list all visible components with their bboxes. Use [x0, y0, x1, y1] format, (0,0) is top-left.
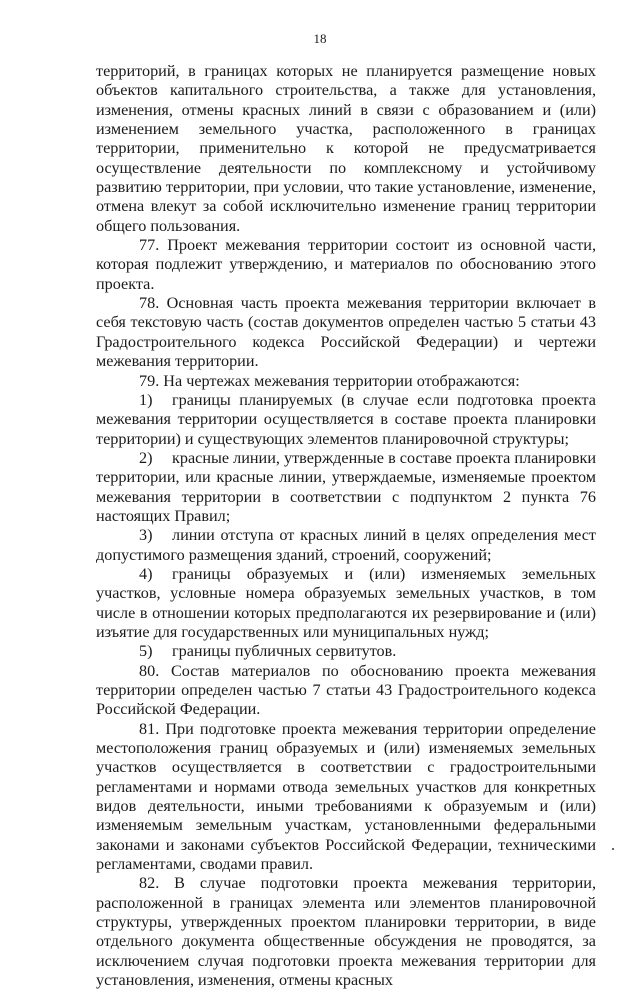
- list-item-text: границы публичных сервитутов.: [172, 642, 397, 661]
- list-item-2: [96, 449, 596, 526]
- list-item-number: 3): [139, 526, 153, 545]
- list-item-text: границы образуемых и (или) изменяемых земельных участков, условные номера образуемых земельных участков, в том числе в отношении которых предполагаются их резервирование и (или) изъятие для государственных или муниципальных нужд;: [96, 564, 596, 641]
- list-item-number: 4): [139, 564, 153, 583]
- list-item-4: [96, 565, 596, 642]
- list-item-number: 2): [139, 448, 153, 467]
- paragraph-79: 79. На чертежах межевания территории отображаются:: [139, 371, 520, 390]
- list-item-text: границы планируемых (в случае если подготовка проекта межевания территории осуществляется в составе проекта планировки территории) и существующих элементов планировочной структуры;: [96, 390, 596, 448]
- scan-speck: [612, 848, 614, 850]
- paragraph-80: 80. Состав материалов по обоснованию проекта межевания территории определен частью 7 статьи 43 Градостроительного кодекса Российской Федерации.: [96, 661, 596, 719]
- list-item-5: [96, 642, 596, 661]
- document-body: [96, 62, 596, 991]
- list-item-3: [96, 526, 596, 565]
- paragraph-81: 81. При подготовке проекта межевания территории определение местоположения границ образуемых и (или) изменяемых земельных участков осуществляется в соответствии с градостроительными регламентами и нормами отвода земельных участков для конкретных видов деятельности, иными требованиями к образуемым и (или) изменяемым земельным участкам, установленными федеральными законами и законами субъектов Российской Федерации, техническими регламентами, сводами правил.: [96, 719, 596, 874]
- list-item-text: красные линии, утвержденные в составе проекта планировки территории, или красные линии, утверждаемые, изменяемые проектом межевания территории в соответствии с подпунктом 2 пункта 76 настоящих Правил;: [96, 448, 596, 525]
- list-item-number: 5): [139, 642, 153, 661]
- paragraph-continuation: территорий, в границах которых не планируется размещение новых объектов капитального строительства, а также для установления, изменения, отмены красных линий в связи с образованием и (или) изменением земельного участка, расположенного в границах территории, применительно к которой не предусматривается осуществление деятельности по комплексному и устойчивому развитию территории, при условии, что такие установление, изменение, отмена влекут за собой исключительно изменение границ территории общего пользования.: [96, 62, 596, 235]
- paragraph-82: 82. В случае подготовки проекта межевания территории, расположенной в границах элемента или элементов планировочной структуры, утвержденных проектом планировки территории, в виде отдельного документа общественные обсуждения не проводятся, за исключением случая подготовки проекта межевания территории для установления, изменения, отмены красных: [96, 874, 596, 990]
- list-item-1: [96, 391, 596, 449]
- page-number: 18: [313, 31, 327, 46]
- list-item-number: 1): [139, 390, 153, 409]
- list-item-text: линии отступа от красных линий в целях определения мест допустимого размещения зданий, строений, сооружений;: [96, 526, 596, 564]
- paragraph-77: 77. Проект межевания территории состоит из основной части, которая подлежит утверждению, и материалов по обоснованию этого проекта.: [96, 236, 596, 293]
- paragraph-78: 78. Основная часть проекта межевания территории включает в себя текстовую часть (состав документов определен частью 5 статьи 43 Градостроительного кодекса Российской Федерации) и чертежи межевания территории.: [96, 294, 596, 371]
